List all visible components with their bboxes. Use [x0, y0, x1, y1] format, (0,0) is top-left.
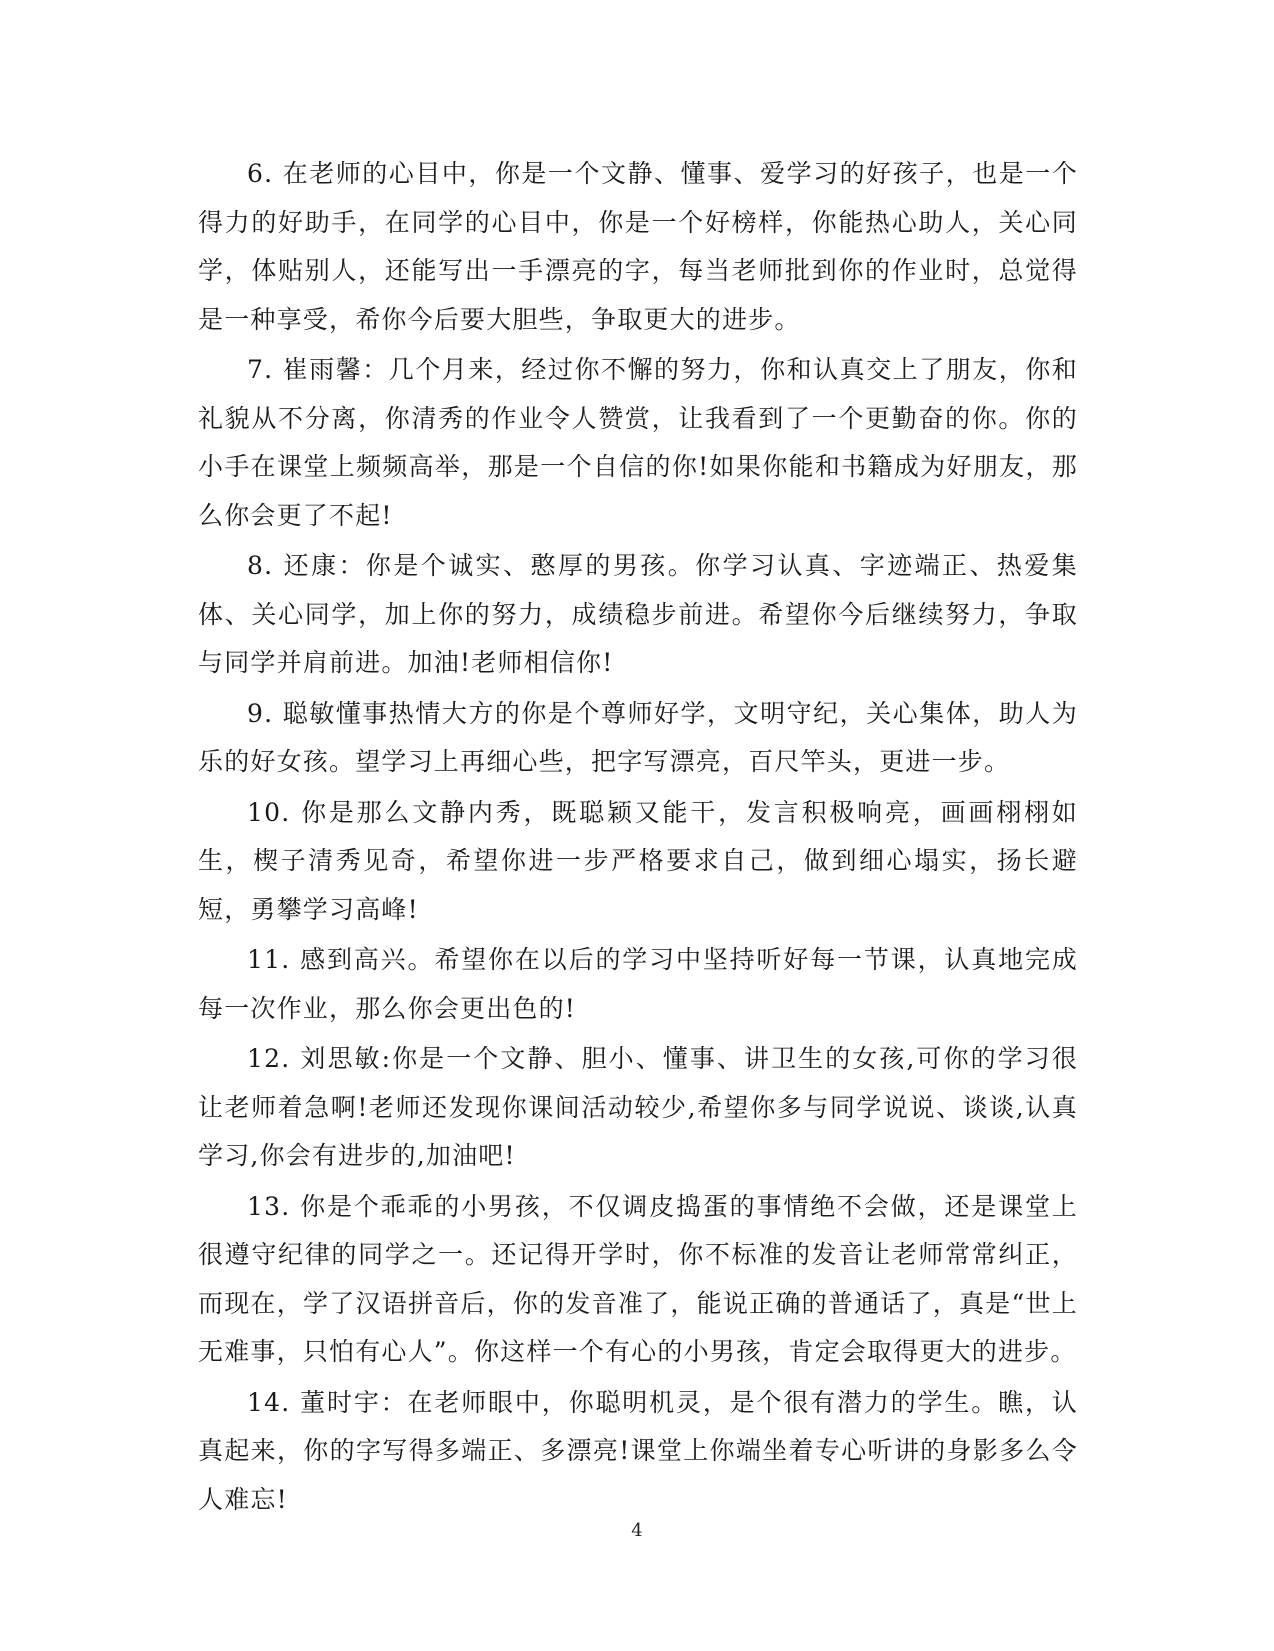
- comment-paragraph-6: 6. 在老师的心目中，你是一个文静、懂事、爱学习的好孩子，也是一个得力的好助手，在同学的心目中，你是一个好榜样，你能热心助人，关心同学，体贴别人，还能写出一手漂亮的字，每当老师批到你的作业时，总觉得是一种享受，希你今后要大胆些，争取更大的进步。: [198, 159, 1078, 334]
- comment-paragraph-10: 10. 你是那么文静内秀，既聪颖又能干，发言积极响亮，画画栩栩如生，楔子清秀见奇，希望你进一步严格要求自己，做到细心塌实，扬长避短，勇攀学习高峰!: [198, 797, 1078, 924]
- comment-paragraph-11: 11. 感到高兴。希望你在以后的学习中坚持听好每一节课，认真地完成每一次作业，那么你会更出色的!: [198, 945, 1078, 1023]
- comment-paragraph-12: 12. 刘思敏:你是一个文静、胆小、懂事、讲卫生的女孩,可你的学习很让老师着急啊!老师还发现你课间活动较少,希望你多与同学说说、谈谈,认真学习,你会有进步的,加油吧!: [198, 1044, 1078, 1170]
- comment-paragraph-8: 8. 还康：你是个诚实、憨厚的男孩。你学习认真、字迹端正、热爱集体、关心同学，加上你的努力，成绩稳步前进。希望你今后继续努力，争取与同学并肩前进。加油!老师相信你!: [198, 551, 1078, 677]
- comment-paragraph-7: 7. 崔雨馨：几个月来，经过你不懈的努力，你和认真交上了朋友，你和礼貌从不分离，你清秀的作业令人赞赏，让我看到了一个更勤奋的你。你的小手在课堂上频频高举，那是一个自信的你!如果你能和书籍成为好朋友，那么你会更了不起!: [198, 355, 1078, 530]
- comment-paragraph-14: 14. 董时宇：在老师眼中，你聪明机灵，是个很有潜力的学生。瞧，认真起来，你的字写得多端正、多漂亮!课堂上你端坐着专心听讲的身影多么令人难忘!: [198, 1387, 1078, 1514]
- page-number: 4: [631, 1520, 643, 1541]
- page-content: [198, 150, 1078, 1526]
- comment-paragraph-13: 13. 你是个乖乖的小男孩，不仅调皮捣蛋的事情绝不会做，还是课堂上很遵守纪律的同学之一。还记得开学时，你不标准的发音让老师常常纠正，而现在，学了汉语拼音后，你的发音准了，能说正确的普通话了，真是“世上无难事，只怕有心人”。你这样一个有心的小男孩，肯定会取得更大的进步。: [198, 1191, 1078, 1366]
- comment-paragraph-9: 9. 聪敏懂事热情大方的你是个尊师好学，文明守纪，关心集体，助人为乐的好女孩。望学习上再细心些，把字写漂亮，百尺竿头，更进一步。: [198, 698, 1078, 776]
